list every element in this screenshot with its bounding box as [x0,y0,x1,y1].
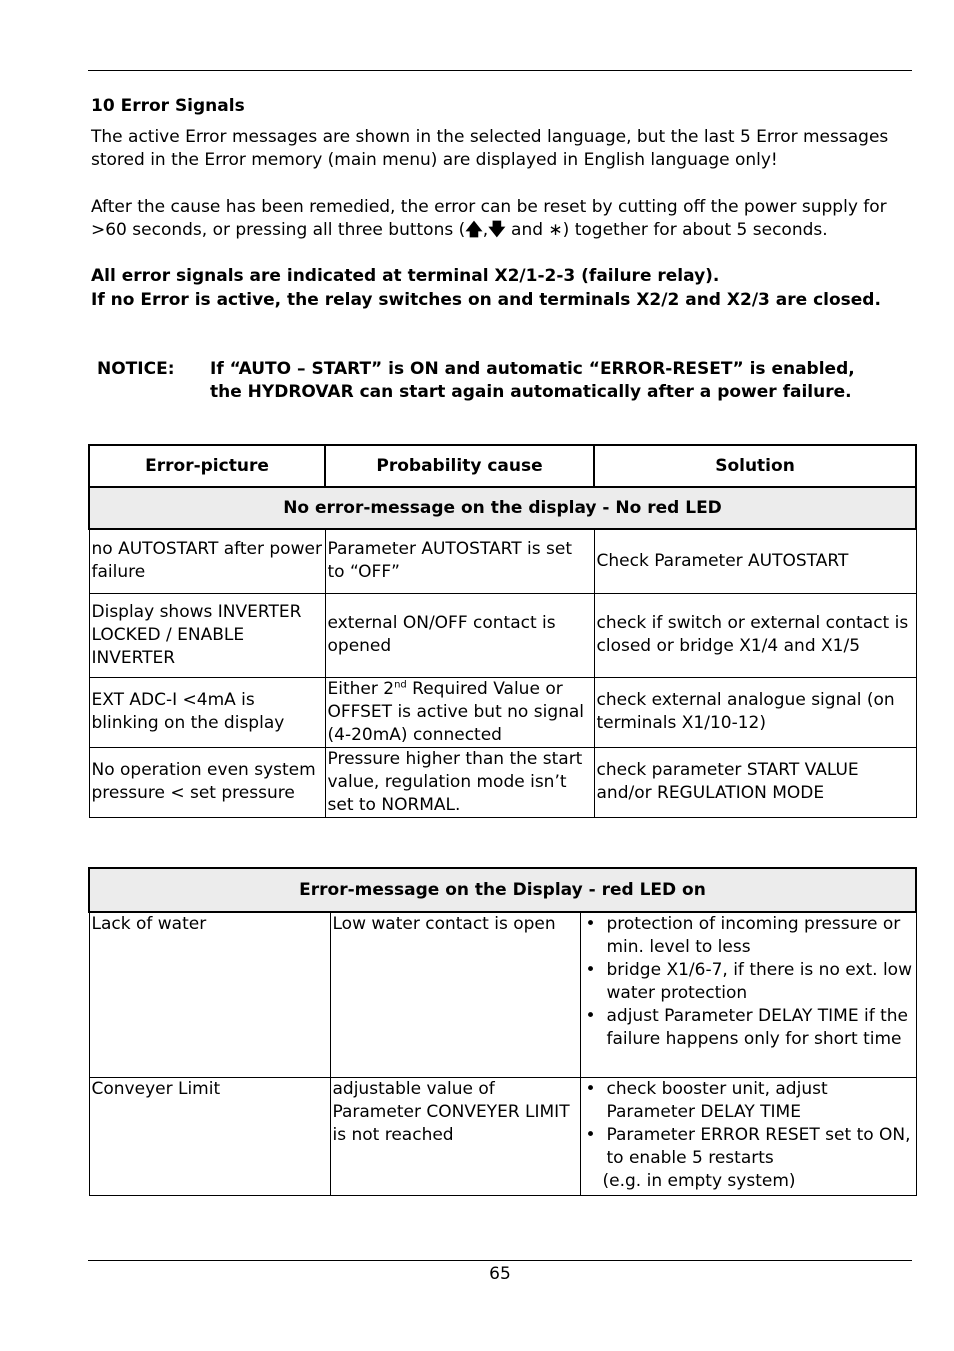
bullet-icon: • [585,960,596,980]
cell-cause: external ON/OFF contact is opened [325,593,594,677]
bullet-icon: • [585,1078,596,1099]
notice-label: NOTICE: [97,359,175,379]
solution-list [583,1078,914,1170]
cell-solution [580,912,916,1077]
cell-picture: Conveyer Limit [89,1077,330,1195]
superscript: nd [394,678,407,690]
list-item [583,1005,914,1051]
solution-note: (e.g. in empty system) [602,1170,796,1191]
table-row [89,1077,916,1195]
reset-text-start: After the cause has been remedied, the error can be reset by cutting off the power supply for >60 seconds, or pressing all three buttons ( [91,197,887,240]
list-item [583,913,914,959]
star-icon: ∗ [548,220,563,240]
and-text: and [505,220,549,240]
section-row [89,487,916,529]
intro-paragraph-2 [91,196,911,242]
relay-note-1: All error signals are indicated at terminal X2/1-2-3 (failure relay). [91,266,720,286]
header-solution: Solution [594,445,916,487]
cell-picture: Lack of water [89,912,330,1077]
intro-paragraph-1: The active Error messages are shown in the selected language, but the last 5 Error messages stored in the Error memory (main menu) are displayed in English language only! [91,127,889,170]
header-error-picture: Error-picture [89,445,325,487]
header-probability-cause: Probability cause [325,445,594,487]
list-item-text: adjust Parameter DELAY TIME if the failure happens only for short time [606,1006,908,1049]
bullet-icon: • [585,914,596,934]
cell-cause: adjustable value of Parameter CONVEYER LIMIT is not reached [330,1077,580,1195]
cell-solution: Check Parameter AUTOSTART [594,529,916,593]
cell-solution: check if switch or external contact is closed or bridge X1/4 and X1/5 [594,593,916,677]
list-item-text: check booster unit, adjust Parameter DELAY TIME [606,1078,828,1122]
cell-cause: Low water contact is open [330,912,580,1077]
cell-picture: No operation even system pressure < set pressure [89,747,325,817]
table-row [89,677,916,747]
cell-solution: check external analogue signal (on terminals X1/10-12) [594,677,916,747]
section-title: No error-message on the display - No red LED [89,487,916,529]
list-item [583,1124,914,1170]
cell-picture: no AUTOSTART after power failure [89,529,325,593]
reset-text-end: ) together for about 5 seconds. [562,220,828,240]
section-heading: 10 Error Signals [91,96,245,116]
table-row [89,912,916,1077]
list-item-text: protection of incoming pressure or min. level to less [606,914,901,957]
bullet-icon: • [585,1124,596,1145]
cell-solution: check parameter START VALUE and/or REGULATION MODE [594,747,916,817]
list-item [583,1078,914,1124]
arrow-up-icon: 🡅 [465,220,483,240]
relay-note-2: If no Error is active, the relay switches on and terminals X2/2 and X2/3 are closed. [91,290,881,310]
list-item-text: Parameter ERROR RESET set to ON, to enable 5 restarts [606,1124,911,1168]
cell-cause: Parameter AUTOSTART is set to “OFF” [325,529,594,593]
arrow-down-icon: 🡇 [488,220,506,240]
table-header-row [89,445,916,487]
solution-list [583,913,914,1051]
error-table-no-message [88,444,917,818]
notice-text: If “AUTO – START” is ON and automatic “ERROR-RESET” is enabled, the HYDROVAR can start again automatically after a power failure. [210,359,855,402]
cell-cause: Pressure higher than the start value, regulation mode isn’t set to NORMAL. [325,747,594,817]
cell-solution [580,1077,916,1195]
section-title: Error-message on the Display - red LED on [89,868,916,912]
list-item-text: bridge X1/6-7, if there is no ext. low water protection [606,960,912,1003]
section-row [89,868,916,912]
header-rule [88,70,912,71]
cell-cause [325,677,594,747]
error-table-red-led [88,867,917,1196]
table-row [89,529,916,593]
bullet-icon: • [585,1006,596,1026]
table-row [89,747,916,817]
cause-text-post: Required Value or OFFSET is active but no signal (4-20mA) connected [327,678,585,745]
page-number: 65 [489,1264,511,1284]
cell-picture: EXT ADC-I <4mA is blinking on the display [89,677,325,747]
table-row [89,593,916,677]
cause-text-pre: Either 2 [327,678,395,699]
footer-rule [88,1260,912,1261]
list-item [583,959,914,1005]
cell-picture: Display shows INVERTER LOCKED / ENABLE INVERTER [89,593,325,677]
separator: , [482,220,489,240]
